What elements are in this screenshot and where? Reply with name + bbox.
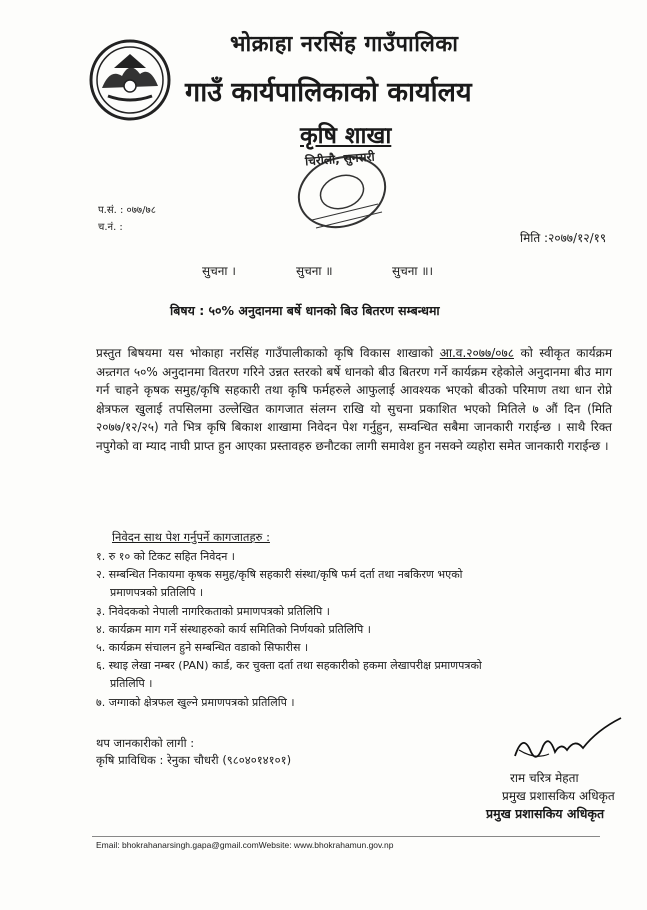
municipality-name: भोक्राहा नरसिंह गाउँपालिका: [230, 32, 459, 57]
body-part-2: को स्वीकृत कार्यक्रम अन्र्तगत ५०% अनुदानमा वितरण गरिने उन्नत स्तरको बर्षे धानको बीउ बितरण गर्ने कार्यक्रम रहेकोले अनुदानमा बीउ माग गर्न चाहने कृषक समुह/कृषि सहकारी तथा कृषि फर्महरुले आफुलाई आवश्यक भएको बीउको परिमाण तथा धान रोप्ने क्षेत्रफल खुलाई तपसिलमा उल्लेखित कागजात संलग्न राखि यो सुचना प्रकाशित भएको मितिले ७ औं दिन (मिति २०७७/१२/२५) गते भित्र कृषि बिकाश शाखामा निवेदन पेश गर्नुहुन, सम्वन्धित सबैमा जानकारी गराईन्छ । साथै रिक्त नपुगेको वा म्याद नाघी प्राप्त हुन आएका प्रस्तावहरु छनौटका लागी समावेश हुन नसक्ने व्यहोरा समेत जानकारी गराईन्छ ।: [96, 346, 612, 453]
dispatch-number: च.नं. :: [98, 222, 123, 233]
signer-title: प्रमुख प्रशासकिय अधिकृत: [502, 789, 615, 803]
contact-label: थप जानकारीको लागी :: [96, 736, 195, 750]
signer-name: राम चरित्र मेहता: [510, 771, 579, 785]
signer-title-stamp: प्रमुख प्रशासकिय अधिकृत: [486, 806, 605, 821]
reference-block: [98, 202, 156, 236]
notice-label-2: सुचना ॥: [296, 264, 333, 278]
list-item: ६. स्थाइ लेखा नम्बर (PAN) कार्ड, कर चुक्ता दर्ता तथा सहकारीको हकमा लेखापरीक्ष प्रमाणपत्रको प्रतिलिपि ।: [96, 659, 482, 691]
letter-body: [96, 344, 612, 455]
list-item: ५. कार्यक्रम संचालन हुने सम्बन्धित वडाको सिफारीस ।: [96, 641, 309, 655]
contact-person: कृषि प्राविधिक : रेनुका चौधरी (९८०४०१४१०१): [96, 753, 292, 767]
letter-date: मिति :२०७७/१२/१९: [520, 231, 607, 245]
section-name: कृषि शाखा: [300, 123, 392, 149]
list-item: २. सम्बन्धित निकायमा कृषक समुह/कृषि सहकारी संस्था/कृषि फर्म दर्ता तथा नबकिरण भएको प्रमाणपत्रको प्रतिलिपि ।: [96, 568, 463, 600]
notice-label-3: सुचना ॥।: [392, 264, 434, 278]
list-item: १. रु १० को टिकट सहित निवेदन ।: [96, 550, 235, 563]
list-item: ३. निवेदकको नेपाली नागरिकताको प्रमाणपत्रको प्रतिलिपि ।: [96, 604, 330, 618]
documents-list: [96, 548, 596, 712]
government-emblem-icon: [88, 38, 172, 122]
signer-block: [486, 769, 615, 823]
footer-contact: Email: bhokrahanarsingh.gapa@gmail.comWebsite: www.bhokrahamun.gov.np: [96, 840, 394, 850]
reference-number: प.सं. : ०७७/७८: [98, 205, 156, 216]
body-part-1: प्रस्तुत बिषयमा यस भोकाहा नरसिंह गाउँपालीकाको कृषि विकास शाखाको: [96, 346, 440, 360]
contact-block: [96, 735, 291, 769]
stamp-text: चिरीलौ, सुनसरी: [304, 149, 376, 169]
signature-icon: [505, 712, 625, 772]
list-item: ७. जग्गाको क्षेत्रफल खुल्ने प्रमाणपत्रको प्रतिलिपि ।: [96, 695, 295, 709]
office-name: गाउँ कार्यपालिकाको कार्यालय: [185, 77, 472, 108]
footer-divider: [92, 836, 600, 837]
notice-label-1: सुचना ।: [202, 264, 236, 278]
letter-subject: बिषय : ५०% अनुदानमा बर्षे धानको बिउ बितरण सम्बन्धमा: [170, 303, 440, 318]
list-item: ४. कार्यक्रम माग गर्ने संस्थाहरुको कार्य समितिको निर्णयको प्रतिलिपि ।: [96, 622, 371, 636]
documents-heading: निवेदन साथ पेश गर्नुपर्ने कागजातहरु :: [112, 530, 270, 544]
fiscal-year: आ.व.२०७७/०७८: [439, 346, 514, 360]
